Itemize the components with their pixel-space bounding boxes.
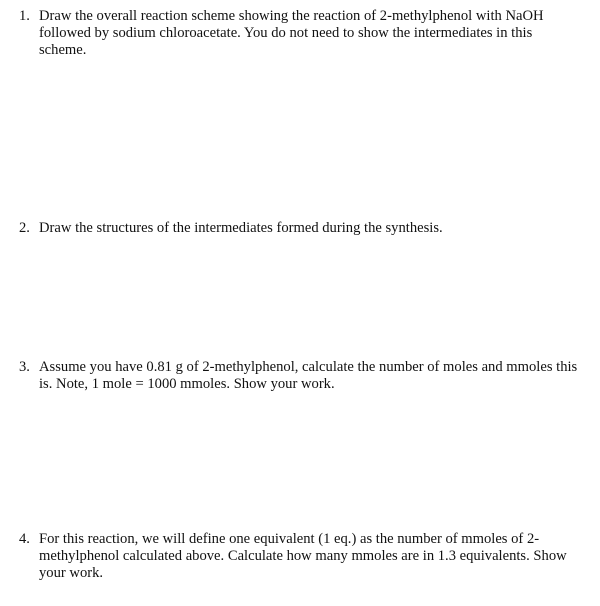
question-number: 1. xyxy=(19,8,30,24)
question-text: Assume you have 0.81 g of 2-methylphenol, calculate the number of moles and mmoles this is. Note, 1 mole = 1000 mmoles. Show your work. xyxy=(39,359,578,392)
question-text: Draw the overall reaction scheme showing the reaction of 2-methylphenol with NaOH followed by sodium chloroacetate. You do not need to show the intermediates in this scheme. xyxy=(39,8,544,58)
question-text: Draw the structures of the intermediates formed during the synthesis. xyxy=(39,220,443,236)
question-number: 2. xyxy=(19,220,30,236)
question-3 xyxy=(19,359,579,393)
question-2 xyxy=(19,220,579,237)
question-4 xyxy=(19,531,579,582)
question-text: For this reaction, we will define one equivalent (1 eq.) as the number of mmoles of 2-methylphenol calculated above. Calculate how many mmoles are in 1.3 equivalents. Show your work. xyxy=(39,531,567,581)
question-1 xyxy=(19,8,579,59)
question-number: 3. xyxy=(19,359,30,375)
question-number: 4. xyxy=(19,531,30,547)
